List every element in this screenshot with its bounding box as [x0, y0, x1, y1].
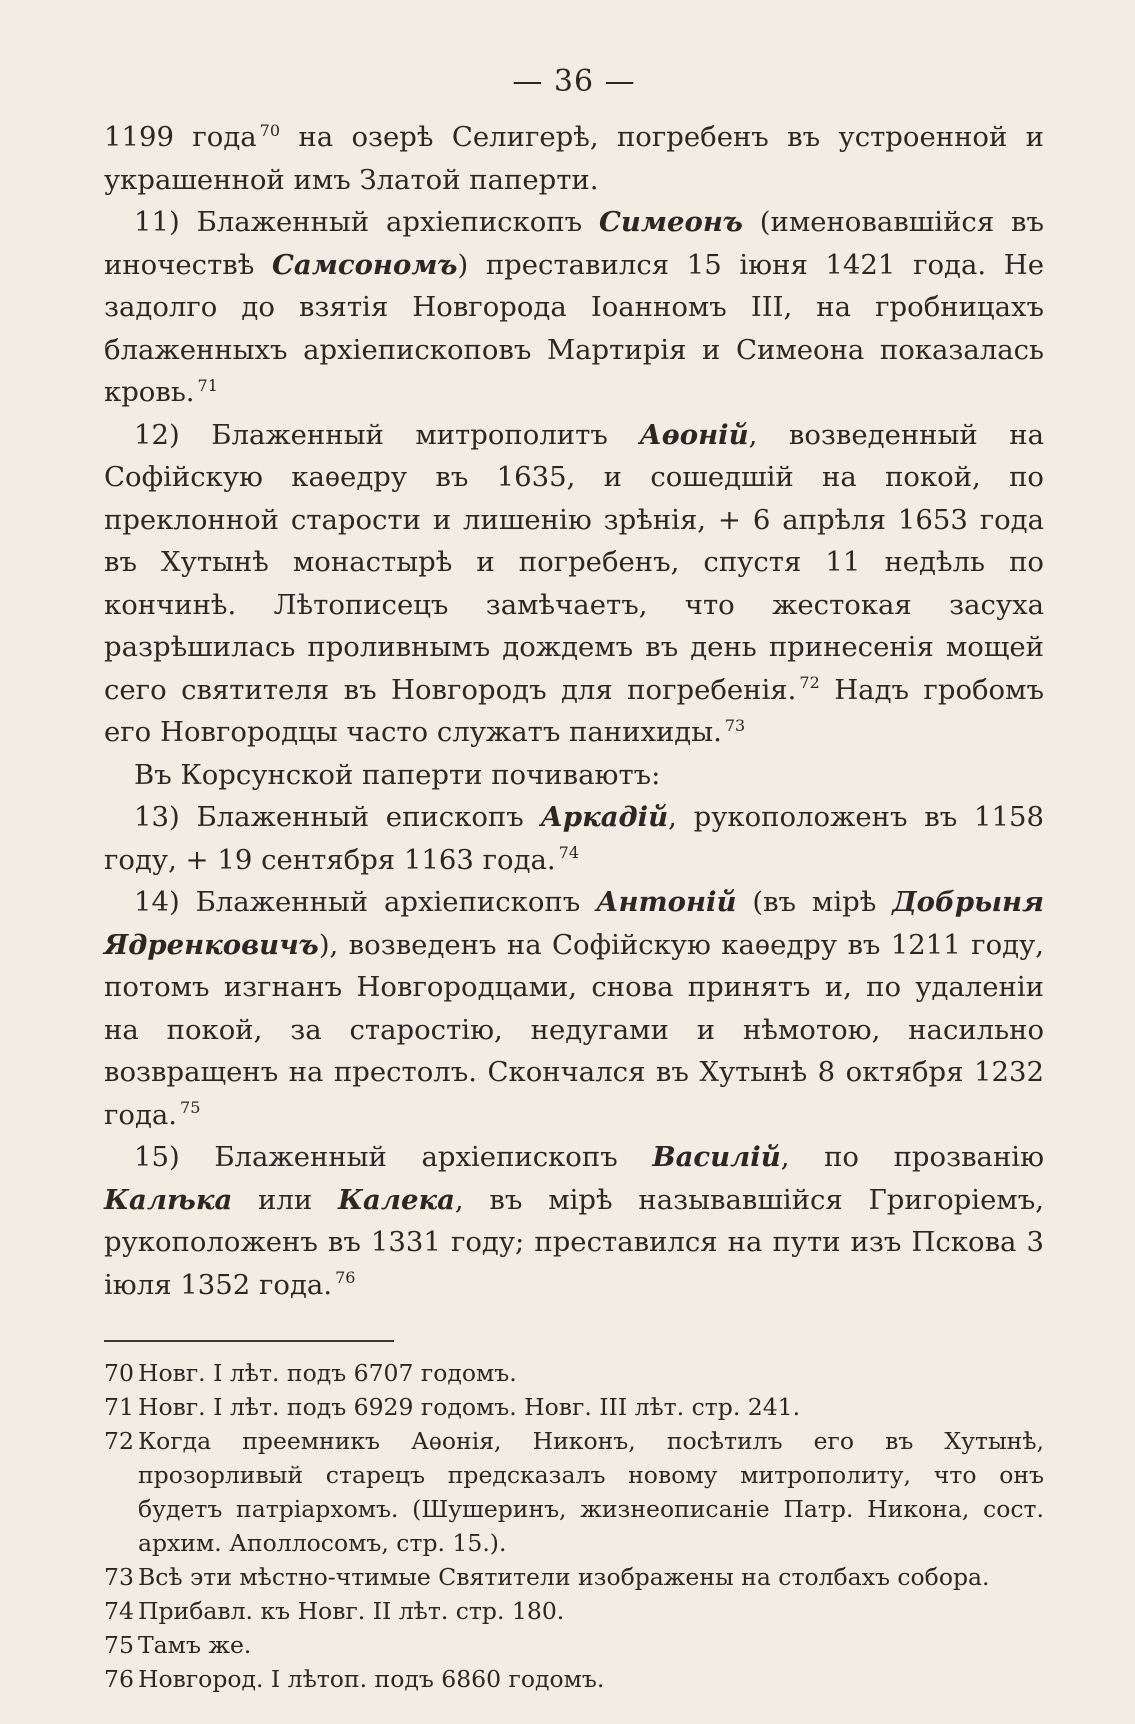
footnote-text: Прибавл. къ Новг. II лѣт. стр. 180. — [138, 1597, 565, 1625]
footnote-text: Новгород. I лѣтоп. подъ 6860 годомъ. — [138, 1665, 605, 1693]
proper-name: Калека — [338, 1183, 455, 1216]
text-run: 1199 года — [104, 121, 257, 153]
footnote — [104, 1662, 1044, 1696]
footnote-text: Всѣ эти мѣстно-чтимые Святители изображены на столбахъ собора. — [138, 1563, 990, 1591]
footnote-text: Новг. I лѣт. подъ 6707 годомъ. — [138, 1359, 517, 1387]
text-run: 14) Блаженный архіепископъ — [134, 886, 597, 918]
text-run: Въ Корсунской паперти почиваютъ: — [134, 758, 661, 791]
text-run: или — [232, 1183, 338, 1216]
paragraph — [104, 1136, 1044, 1306]
text-run: 12) Блаженный митрополитъ — [134, 418, 640, 451]
proper-name: Симеонъ — [599, 206, 743, 238]
page-number: — 36 — — [512, 64, 636, 99]
footnote — [104, 1594, 1044, 1628]
footnote-reference: 74 — [558, 843, 580, 863]
footnote-reference: 75 — [180, 1098, 201, 1118]
footnote-number: 73 — [104, 1563, 134, 1591]
text-run: 15) Блаженный архіепископъ — [134, 1141, 653, 1173]
proper-name: Калѣка — [104, 1183, 233, 1216]
footnote — [104, 1356, 1044, 1390]
footnote-number: 74 — [104, 1597, 134, 1625]
text-run: (въ мірѣ — [736, 886, 893, 918]
footnote — [104, 1628, 1044, 1662]
text-run: , возведенный на Софійскую каѳедру въ 1635, и сошедшій на покой, по преклонной старости и лишенію зрѣнія, + 6 апрѣля 1653 года въ Хутынѣ монастырѣ и погребенъ, спустя 11 недѣль по кончинѣ. Лѣтописецъ замѣчаетъ, что жестокая засуха разрѣшилась проливнымъ дождемъ въ день принесенія мощей сего святителя въ Новгородъ для погребенія. — [104, 418, 1045, 706]
footnote-reference: 76 — [335, 1268, 356, 1288]
footnote — [104, 1424, 1044, 1560]
paragraph — [104, 796, 1044, 881]
proper-name: Василій — [652, 1141, 781, 1173]
text-run: ), возведенъ на Софійскую каѳедру въ 1211 году, потомъ изгнанъ Новгородцами, снова принятъ и, по удаленіи на покой, за старостію, недугами и нѣмотою, насильно возвращенъ на престолъ. Скончался въ Хутынѣ 8 октября 1232 года. — [104, 928, 1044, 1131]
footnote-reference: 71 — [197, 375, 218, 395]
proper-name: Антоній — [596, 886, 737, 918]
paragraph — [104, 754, 1044, 797]
footnote-text: Когда преемникъ Аѳонія, Никонъ, посѣтилъ его въ Хутынѣ, прозорливый старецъ предсказалъ новому митрополиту, что онъ будетъ патріархомъ. (Шушеринъ, жизнеописаніе Патр. Никона, сост. архим. Аполлосомъ, стр. 15.). — [138, 1427, 1044, 1557]
text-run: , по прозванію — [780, 1141, 1045, 1173]
text-run: Надъ гробомъ его Новгородцы часто служатъ панихиды. — [104, 673, 1045, 748]
text-run: , въ мірѣ называвшійся Григоріемъ, рукоположенъ въ 1331 году; преставился на пути изъ Пскова 3 іюля 1352 года. — [104, 1183, 1044, 1301]
footnote-number: 75 — [104, 1631, 134, 1659]
text-run: , рукоположенъ въ 1158 году, + 19 сентября 1163 года. — [104, 801, 1044, 876]
text-run: (именовавшійся въ иночествѣ — [104, 206, 1044, 281]
text-run: на озерѣ Селигерѣ, погребенъ въ устроенной и украшенной имъ Златой паперти. — [104, 121, 1044, 196]
footnote-reference: 70 — [259, 120, 281, 140]
footnote-text: Новг. I лѣт. подъ 6929 годомъ. Новг. III лѣт. стр. 241. — [138, 1393, 801, 1421]
text-run: 13) Блаженный епископъ — [134, 801, 541, 833]
footnotes — [104, 1356, 1044, 1696]
footnote-separator — [104, 1340, 394, 1342]
footnote-reference: 73 — [724, 715, 746, 735]
main-text — [104, 116, 1044, 1306]
text-run: 11) Блаженный архіепископъ — [134, 206, 599, 238]
footnote-text: Тамъ же. — [138, 1631, 252, 1659]
proper-name: Аѳоній — [639, 418, 749, 451]
proper-name: Самсономъ — [272, 248, 458, 281]
footnote — [104, 1560, 1044, 1594]
paragraph — [104, 116, 1044, 201]
paragraph — [104, 201, 1044, 414]
text-run: ) преставился 15 іюня 1421 года. Не задолго до взятія Новгорода Іоанномъ III, на гробницахъ блаженныхъ архіепископовъ Мартирія и Симеона показалась кровь. — [104, 248, 1045, 408]
paragraph — [104, 414, 1044, 754]
footnote-number: 70 — [104, 1359, 134, 1387]
footnote — [104, 1390, 1044, 1424]
book-page — [104, 60, 1044, 1700]
footnote-reference: 72 — [799, 673, 820, 693]
footnote-number: 76 — [104, 1665, 134, 1693]
footnote-number: 72 — [104, 1427, 134, 1455]
paragraph — [104, 881, 1044, 1136]
proper-name: Добрыня Ядренковичъ — [104, 886, 1044, 961]
footnote-number: 71 — [104, 1393, 134, 1421]
proper-name: Аркадій — [540, 801, 669, 833]
